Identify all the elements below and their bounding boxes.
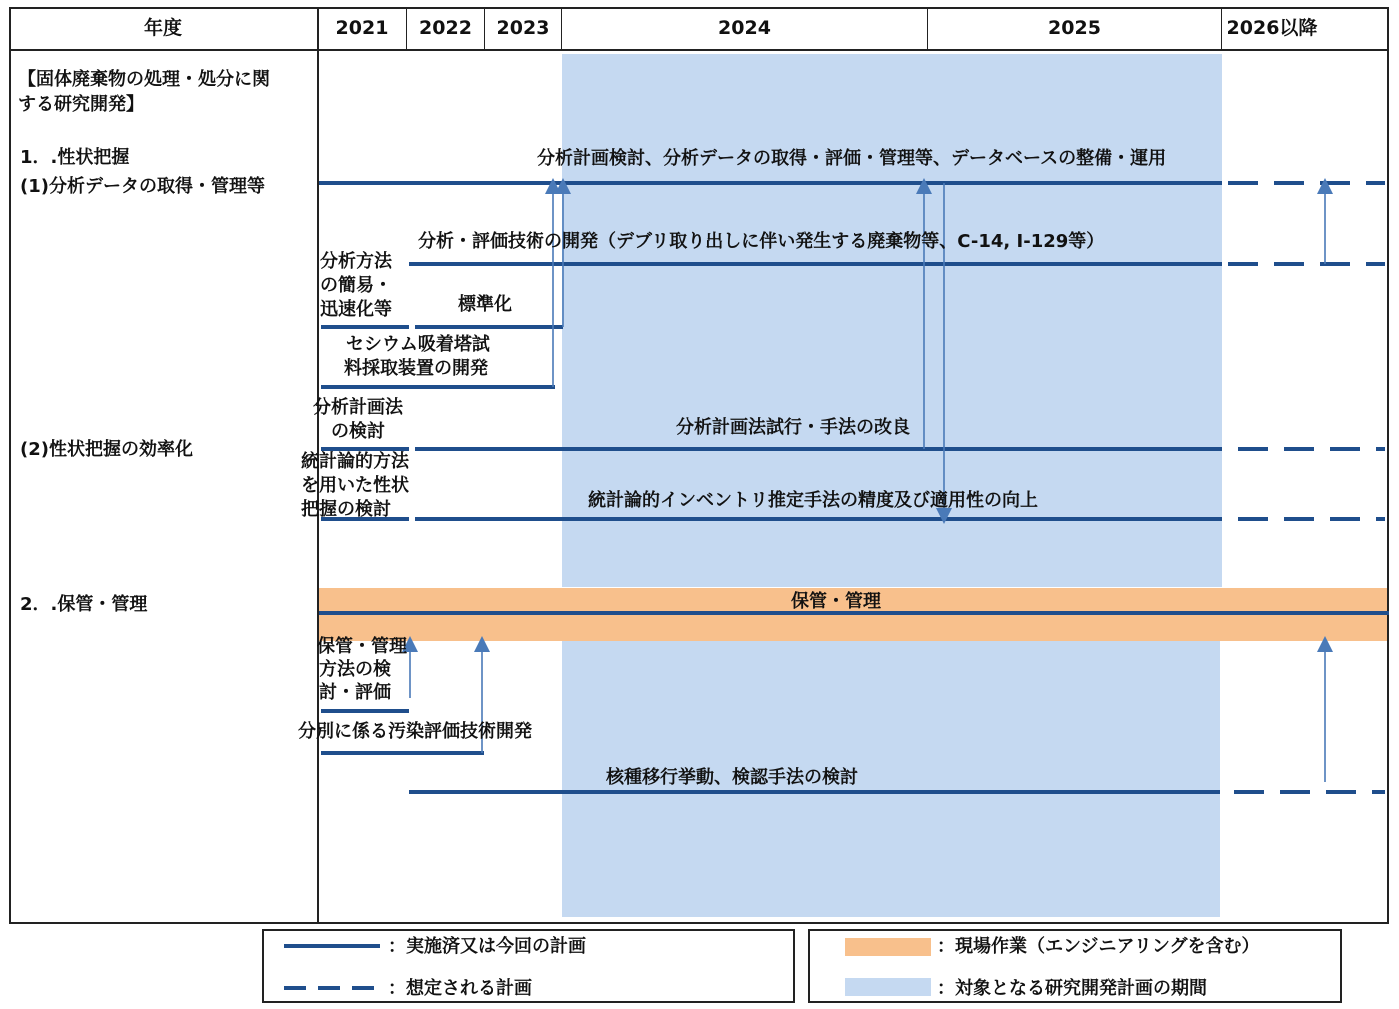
year-2021: 2021: [335, 17, 389, 39]
year-2022: 2022: [419, 17, 472, 39]
label-simplify-1: 分析方法: [320, 251, 392, 272]
label-contamination: 分別に係る汚染評価技術開発: [298, 721, 532, 742]
heading-efficiency: (2)性状把握の効率化: [20, 439, 193, 460]
label-stat-1: 統計論的方法: [301, 451, 409, 472]
year-2025: 2025: [1048, 17, 1101, 39]
legend-solid-label: ：実施済又は今回の計画: [388, 936, 586, 957]
label-stat-3: 把握の検討: [301, 499, 391, 520]
legend-period-label: ：対象となる研究開発計画の期間: [937, 978, 1207, 999]
label-storage-method-2: 方法の検: [319, 659, 391, 680]
label-plan-method-2: の検討: [331, 421, 385, 442]
label-analysis-plan: 分析計画検討、分析データの取得・評価・管理等、データベースの整備・運用: [537, 148, 1167, 169]
heading-characterization: 1．.性状把握: [20, 147, 130, 168]
year-2023: 2023: [496, 17, 550, 39]
legend-field-label: ：現場作業（エンジニアリングを含む）: [937, 936, 1260, 957]
label-plan-method-1: 分析計画法: [313, 397, 403, 418]
label-stat-2: を用いた性状: [301, 475, 409, 496]
label-storage-method-1: 保管・管理: [317, 636, 407, 657]
label-simplify-3: 迅速化等: [320, 299, 392, 320]
label-eval-tech: 分析・評価技術の開発（デブリ取り出しに伴い発生する廃棄物等、C-14, I-129等）: [418, 231, 1105, 252]
year-2024: 2024: [718, 17, 771, 39]
label-standardize: 標準化: [458, 294, 512, 315]
year-2026-beyond: 2026以降: [1226, 17, 1318, 39]
section-title-line1: 【固体廃棄物の処理・処分に関: [18, 69, 270, 90]
label-nuclide: 核種移行挙動、検認手法の検討: [606, 767, 858, 788]
legend-field-swatch: [845, 938, 931, 956]
heading-storage: 2．.保管・管理: [20, 594, 148, 615]
label-simplify-2: の簡易・: [320, 275, 392, 296]
legend-period-swatch: [845, 978, 931, 996]
label-storage-method-3: 討・評価: [319, 682, 391, 703]
label-storage-bar: 保管・管理: [791, 591, 881, 612]
label-stat-inventory: 統計論的インベントリ推定手法の精度及び適用性の向上: [588, 490, 1038, 511]
heading-analysis-data: (1)分析データの取得・管理等: [20, 176, 265, 197]
label-cesium-2: 料採取装置の開発: [344, 358, 488, 379]
year-header-label: 年度: [143, 17, 182, 39]
legend-dashed-label: ：想定される計画: [388, 978, 532, 999]
label-plan-trial: 分析計画法試行・手法の改良: [676, 417, 910, 438]
label-cesium-1: セシウム吸着塔試: [346, 334, 490, 355]
section-title-line2: する研究開発】: [18, 94, 144, 115]
